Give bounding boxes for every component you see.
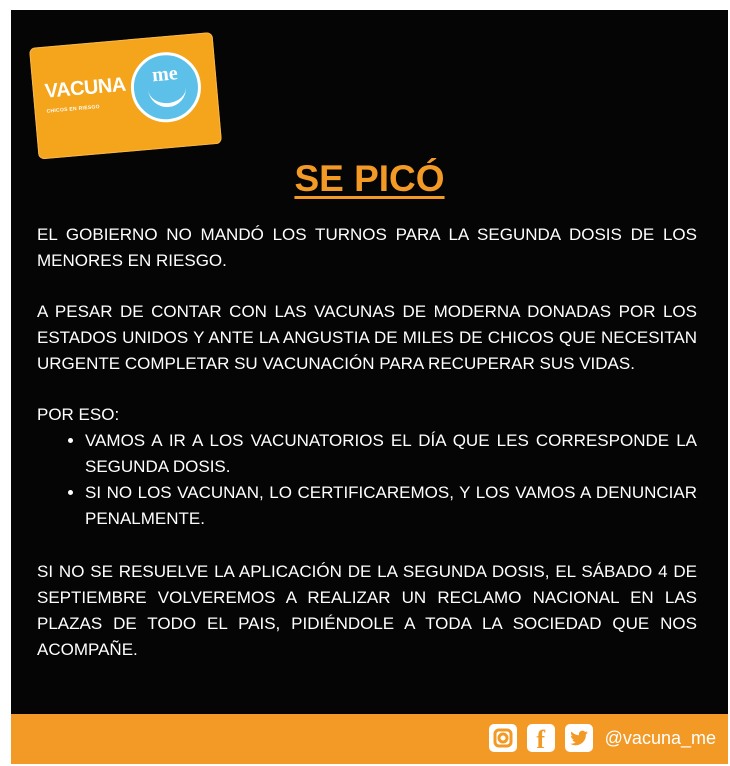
paragraph-1: EL GOBIERNO NO MANDÓ LOS TURNOS PARA LA SEGUNDA DOSIS DE LOS MENORES EN RIESGO. [37,225,697,270]
paragraph-4: SI NO SE RESUELVE LA APLICACIÓN DE LA SEGUNDA DOSIS, EL SÁBADO 4 DE SEPTIEMBRE VOLVEREMOS A REALIZAR UN RECLAMO NACIONAL EN LAS PLAZAS DE TODO EL PAIS, PIDIÉNDOLE A TODA LA SOCIEDAD QUE NOS ACOMPAÑE. [37,562,697,659]
list-item: • VAMOS A IR A LOS VACUNATORIOS EL DÍA QUE LES CORRESPONDE LA SEGUNDA DOSIS. [85,428,697,480]
smile-icon [148,81,188,108]
statement-body [37,222,697,688]
poster [11,10,728,764]
logo-me-text: me [151,62,179,87]
social-handle[interactable]: @vacuna_me [604,727,716,748]
paragraph-intro: POR ESO: [37,405,120,424]
action-list [37,428,697,532]
logo-circle [128,49,204,125]
page-title: SE PICÓ [294,158,445,199]
twitter-icon[interactable] [565,724,593,752]
paragraph-2: A PESAR DE CONTAR CON LAS VACUNAS DE MODERNA DONADAS POR LOS ESTADOS UNIDOS Y ANTE LA ANGUSTIA DE MILES DE CHICOS QUE NECESITAN URGENTE COMPLETAR SU VACUNACIÓN PARA RECUPERAR SUS VIDAS. [37,302,697,373]
facebook-icon[interactable]: f [527,724,555,752]
list-item: • SI NO LOS VACUNAN, LO CERTIFICAREMOS, Y LOS VAMOS A DENUNCIAR PENALMENTE. [85,480,697,532]
social-links [489,724,716,752]
footer-bar [11,714,728,764]
logo-word: VACUNA [43,73,127,103]
vacuna-me-logo [29,32,222,160]
logo-tagline: CHICOS EN RIESGO [46,104,101,115]
instagram-icon[interactable] [489,724,517,752]
